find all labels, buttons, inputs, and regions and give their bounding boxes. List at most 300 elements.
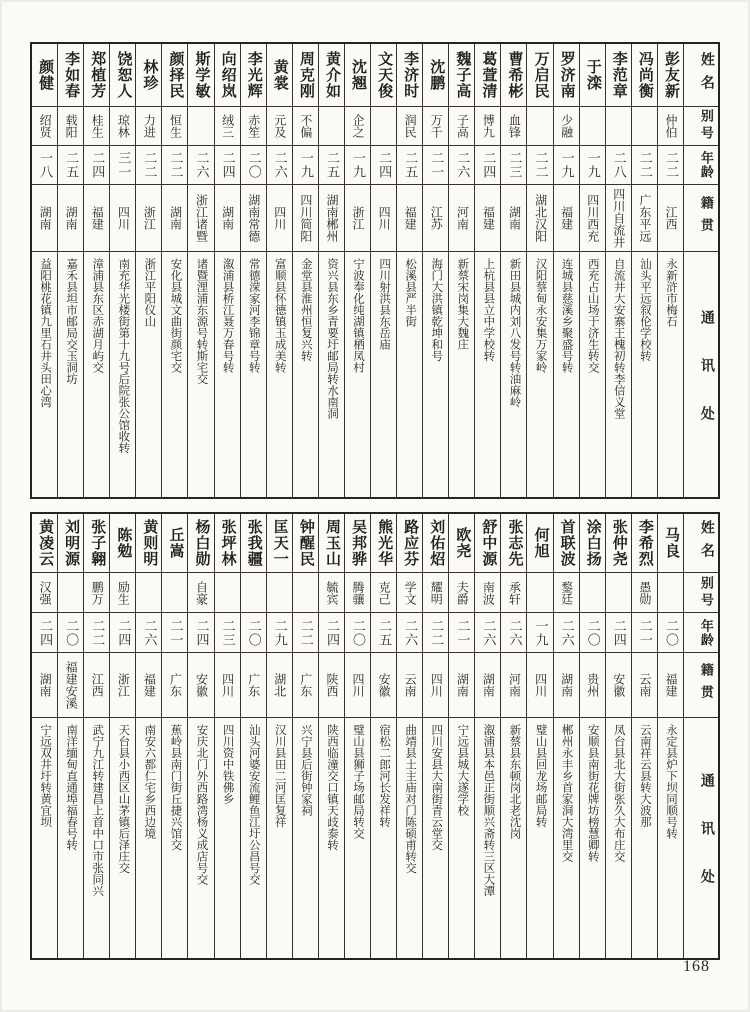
age-cell: 一九 [580,145,605,184]
alias-cell [371,106,396,145]
alias-cell: 少融 [554,106,579,145]
person-column [161,514,187,958]
person-column [32,44,57,497]
name-cell: 丘嵩 [167,527,184,559]
person-column [500,44,526,497]
age-cell: 二六 [554,612,579,652]
address-cell: 常德溁家河李锦章号转 [241,251,266,497]
address-cell: 宁波奉化纯湖镇栖凤村 [345,251,370,497]
native-place-cell: 湖南 [554,652,579,717]
person-column [83,44,109,497]
alias-cell: 琼林 [110,106,135,145]
person-column [32,514,57,958]
address-cell: 宁远双井圩转黄宜坝 [32,717,57,958]
name-cell: 李光辉 [245,51,262,99]
person-column [500,514,526,958]
person-column [422,44,448,497]
name-cell: 张子翱 [89,519,106,567]
address-cell: 海门大洪镇乾坤和号 [423,251,448,497]
age-cell: 二六 [136,612,161,652]
name-cell: 张志先 [506,519,523,567]
person-column [214,44,240,497]
address-cell: 浙江平阳仪山 [136,251,161,497]
alias-cell [580,106,605,145]
address-cell: 资兴县东乡青要圩邮局转水南洞 [319,251,344,497]
address-cell: 郴州永丰乡首家洞大湾里交 [554,717,579,958]
row-label-name: 姓名 [698,520,714,566]
person-column [448,514,474,958]
address-cell: 溆浦县桥江聂万春号转 [215,251,240,497]
address-cell: 安庆北门外西路湾杨义成店号交 [188,717,213,958]
address-cell: 宁远县城大遂学校 [449,717,474,958]
person-column [344,514,370,958]
name-cell: 周玉山 [323,519,340,567]
address-cell: 松溪县严半街 [397,251,422,497]
name-cell: 魏子高 [454,51,471,99]
row-label-address: 通讯处 [684,251,718,497]
native-place-cell: 四川 [215,652,240,717]
alias-cell: 博九 [475,106,500,145]
name-cell: 李如春 [63,51,80,99]
person-column [553,44,579,497]
person-column [135,514,161,958]
person-column [526,44,552,497]
person-column [448,44,474,497]
age-cell: 二四 [606,612,631,652]
native-place-cell: 陕西 [319,652,344,717]
age-cell: 二四 [215,145,240,184]
native-place-cell: 四川自流井 [606,184,631,251]
name-cell: 舒中源 [480,519,497,567]
address-cell: 新田县城内刘八发号转油麻岭 [501,251,526,497]
alias-cell [267,572,292,612]
person-column [266,44,292,497]
age-cell: 二四 [110,612,135,652]
person-column [240,514,266,958]
age-cell: 二六 [188,145,213,184]
name-cell: 李希烈 [636,519,653,567]
row-label-column [683,44,718,497]
age-cell: 二三 [501,145,526,184]
name-cell: 周克刚 [297,51,314,99]
name-cell: 张坪林 [219,519,236,567]
name-cell: 马良 [662,527,679,559]
alias-cell: 学文 [397,572,422,612]
native-place-cell: 湖南 [58,184,83,251]
name-cell: 张我疆 [245,519,262,567]
native-place-cell: 安徽 [371,652,396,717]
address-cell: 南充华光楼街第十九号后院张公馆收转 [110,251,135,497]
native-place-cell: 福建 [554,184,579,251]
age-cell: 二一 [632,612,657,652]
name-cell: 葛萱清 [480,51,497,99]
name-cell: 刘佑炤 [428,519,445,567]
age-cell: 二〇 [58,612,83,652]
alias-cell: 自豪 [188,572,213,612]
native-place-cell: 广东 [162,652,187,717]
address-cell: 云南祥云县转大波那 [632,717,657,958]
age-cell: 二二 [293,612,318,652]
name-cell: 张仲尧 [610,519,627,567]
page-number: 168 [683,958,710,975]
alias-cell [527,572,552,612]
person-column [657,514,683,958]
age-cell: 二六 [449,145,474,184]
name-cell: 熊光华 [376,519,393,567]
native-place-cell: 浙江 [136,184,161,251]
native-place-cell: 广东 [241,652,266,717]
age-cell: 二四 [319,612,344,652]
age-cell: 二三 [215,612,240,652]
document-page [2,2,748,1010]
address-cell: 兴宁县后街钟家祠 [293,717,318,958]
directory-table-top [30,42,720,499]
address-cell: 汉阳蔡甸永安集万家岭 [527,251,552,497]
alias-cell [319,106,344,145]
alias-cell: 万千 [423,106,448,145]
person-column [57,514,83,958]
name-cell: 沈鹏 [428,59,445,91]
address-cell: 溆浦县本邑正街顺兴斋转三区大潭 [475,717,500,958]
person-column [579,44,605,497]
address-cell: 新蔡县东顿岗北老沈岗 [501,717,526,958]
age-cell: 二二 [136,145,161,184]
alias-cell: 鹏万 [84,572,109,612]
native-place-cell: 福建 [475,184,500,251]
native-place-cell: 湖南郴州 [319,184,344,251]
native-place-cell: 湖南 [162,184,187,251]
age-cell: 二一 [162,612,187,652]
address-cell: 安顺县南街花牌坊榜慧卿转 [580,717,605,958]
age-cell: 二一 [423,145,448,184]
address-cell: 璧山县回龙场邮局转 [527,717,552,958]
age-cell: 二四 [32,612,57,652]
native-place-cell: 广东平远 [632,184,657,251]
address-cell: 西充占山场于济生转交 [580,251,605,497]
address-cell: 嘉禾县坦市邮局交玉洞坊 [58,251,83,497]
address-cell: 天台县小西区山茅镇后泽庄交 [110,717,135,958]
person-column [161,44,187,497]
alias-cell: 桂生 [84,106,109,145]
row-label-address: 通讯处 [684,717,718,958]
alias-cell: 承轩 [501,572,526,612]
age-cell: 二二 [162,145,187,184]
row-label-native: 籍贯 [684,184,718,251]
native-place-cell: 湖南 [32,184,57,251]
address-cell: 陕西临潼交口镇天歧泰转 [319,717,344,958]
age-cell: 二一 [449,612,474,652]
person-column [109,514,135,958]
alias-cell [241,572,266,612]
alias-cell [632,106,657,145]
name-cell: 斯学敏 [193,51,210,99]
native-place-cell: 河南 [449,184,474,251]
native-place-cell: 四川 [423,652,448,717]
age-cell: 二四 [371,145,396,184]
native-place-cell: 四川 [527,652,552,717]
row-label-age: 年龄 [684,612,718,652]
address-cell: 诸暨浬浦东源号转斯宅交 [188,251,213,497]
name-cell: 匡天一 [271,519,288,567]
person-column [187,514,213,958]
address-cell: 南洋缅甸直通埠福春号转 [58,717,83,958]
native-place-cell: 贵州 [580,652,605,717]
native-place-cell: 湖北 [267,652,292,717]
alias-cell: 南波 [475,572,500,612]
name-cell: 路应芬 [402,519,419,567]
alias-cell: 血锋 [501,106,526,145]
person-column [109,44,135,497]
person-column [57,44,83,497]
name-cell: 李范章 [610,51,627,99]
age-cell: 二二 [527,145,552,184]
age-cell: 二四 [84,145,109,184]
native-place-cell: 浙江 [345,184,370,251]
address-cell: 南安六都仁宅乡西边境 [136,717,161,958]
name-cell: 黄介如 [323,51,340,99]
person-column [526,514,552,958]
person-column [579,514,605,958]
native-place-cell: 四川西充 [580,184,605,251]
person-column [135,44,161,497]
alias-cell [580,572,605,612]
name-cell: 饶恕人 [115,51,132,99]
native-place-cell: 浙江诸暨 [188,184,213,251]
native-place-cell: 江苏 [423,184,448,251]
person-column [292,514,318,958]
name-cell: 李济时 [402,51,419,99]
age-cell: 一九 [345,145,370,184]
alias-cell: 汉强 [32,572,57,612]
age-cell: 二二 [423,612,448,652]
age-cell: 二〇 [345,612,370,652]
alias-cell: 腾骧 [345,572,370,612]
person-column [318,44,344,497]
row-label-alias: 别号 [684,572,718,612]
native-place-cell: 湖南 [32,652,57,717]
age-cell: 二五 [371,612,396,652]
person-column [370,514,396,958]
alias-cell [188,106,213,145]
alias-cell: 绍贤 [32,106,57,145]
name-cell: 于滦 [584,59,601,91]
native-place-cell: 福建 [84,184,109,251]
name-cell: 颜健 [37,59,54,91]
row-label-column [683,514,718,958]
address-cell: 凤台县北大街张久大布庄交 [606,717,631,958]
address-cell: 富顺县怀德镇玉成美转 [267,251,292,497]
person-column [344,44,370,497]
native-place-cell: 江西 [84,652,109,717]
age-cell: 三一 [110,145,135,184]
address-cell: 蕉岭县南门街丘捷兴馆交 [162,717,187,958]
person-column [292,44,318,497]
address-cell: 璧山县狮子场邮局转交 [345,717,370,958]
age-cell: 二四 [188,612,213,652]
age-cell: 二〇 [241,612,266,652]
person-column [553,514,579,958]
address-cell: 宿松二郎河长发祥转 [371,717,396,958]
address-cell: 安化县城文曲街颜宅交 [162,251,187,497]
name-cell: 涂白扬 [584,519,601,567]
person-column [657,44,683,497]
name-cell: 黄凌云 [37,519,54,567]
alias-cell: 润民 [397,106,422,145]
alias-cell: 元及 [267,106,292,145]
address-cell: 金堂县淮州恒复兴转 [293,251,318,497]
native-place-cell: 福建 [397,184,422,251]
alias-cell: 夫爵 [449,572,474,612]
native-place-cell: 湖南 [215,184,240,251]
row-label-native: 籍贯 [684,652,718,717]
native-place-cell: 云南 [632,652,657,717]
alias-cell: 愚勋 [632,572,657,612]
native-place-cell: 安徽 [188,652,213,717]
address-cell: 连城县慈溪乡聚盛号转 [554,251,579,497]
native-place-cell: 安徽 [606,652,631,717]
name-cell: 欧尧 [454,527,471,559]
native-place-cell: 湖南常德 [241,184,266,251]
address-cell: 武宁九江转建昌上首中口市张同兴 [84,717,109,958]
age-cell: 二二 [632,145,657,184]
age-cell: 二五 [319,145,344,184]
name-cell: 罗济南 [558,51,575,99]
person-column [422,514,448,958]
name-cell: 刘明源 [63,519,80,567]
native-place-cell: 湖北汉阳 [527,184,552,251]
age-cell: 二〇 [658,612,683,652]
age-cell: 二四 [475,145,500,184]
address-cell: 四川安县大南街青云堂交 [423,717,448,958]
age-cell: 二五 [58,145,83,184]
alias-cell: 克己 [371,572,396,612]
age-cell: 二二 [658,145,683,184]
address-cell: 汉川县田二河匡复祥 [267,717,292,958]
name-cell: 吴邦骅 [350,519,367,567]
age-cell: 二八 [606,145,631,184]
alias-cell [162,572,187,612]
name-cell: 文天俊 [376,51,393,99]
alias-cell: 不偏 [293,106,318,145]
age-cell: 二六 [397,612,422,652]
name-cell: 曹希彬 [506,51,523,99]
name-cell: 首联波 [558,519,575,567]
age-cell: 二九 [267,612,292,652]
alias-cell [215,572,240,612]
person-column [266,514,292,958]
directory-table-bottom [30,512,720,960]
native-place-cell: 四川 [345,652,370,717]
row-label-age: 年龄 [684,145,718,184]
name-cell: 杨白勋 [193,519,210,567]
alias-cell [658,572,683,612]
native-place-cell: 四川 [267,184,292,251]
row-label-name: 姓名 [698,52,714,98]
age-cell: 二六 [267,145,292,184]
address-cell: 上杭县县立中学校转 [475,251,500,497]
age-cell: 一八 [32,145,57,184]
alias-cell: 仲伯 [658,106,683,145]
name-cell: 陈勉 [115,527,132,559]
address-cell: 益阳桃花镇九里石井头田心湾 [32,251,57,497]
age-cell: 二〇 [580,612,605,652]
alias-cell [58,572,83,612]
person-column [83,514,109,958]
alias-cell: 鍪廷 [554,572,579,612]
address-cell: 永定县炉下坝同顺号转 [658,717,683,958]
name-cell: 向绍岚 [219,51,236,99]
name-cell: 黄裳 [271,59,288,91]
native-place-cell: 福建 [658,652,683,717]
person-column [631,44,657,497]
age-cell: 一九 [554,145,579,184]
alias-cell: 力进 [136,106,161,145]
person-column [631,514,657,958]
native-place-cell: 江西 [658,184,683,251]
person-column [187,44,213,497]
age-cell: 二五 [397,145,422,184]
alias-cell [606,106,631,145]
native-place-cell: 四川 [371,184,396,251]
address-cell: 汕头平远叙伦学校转 [632,251,657,497]
native-place-cell: 四川 [110,184,135,251]
person-column [318,514,344,958]
name-cell: 彭友新 [662,51,679,99]
person-column [240,44,266,497]
person-column [370,44,396,497]
alias-cell: 恒生 [162,106,187,145]
alias-cell: 子高 [449,106,474,145]
alias-cell: 绒三 [215,106,240,145]
age-cell: 二六 [501,612,526,652]
alias-cell: 耀明 [423,572,448,612]
native-place-cell: 湖南 [475,652,500,717]
native-place-cell: 广东 [293,652,318,717]
name-cell: 颜择民 [167,51,184,99]
address-cell: 漳浦县东区赤湖月屿交 [84,251,109,497]
row-label-alias: 别号 [684,106,718,145]
name-cell: 郑植芳 [89,51,106,99]
native-place-cell: 湖南 [501,184,526,251]
name-cell: 冯尚衡 [636,51,653,99]
alias-cell [136,572,161,612]
age-cell: 二六 [475,612,500,652]
native-place-cell: 四川简阳 [293,184,318,251]
age-cell: 一九 [527,612,552,652]
native-place-cell: 福建 [136,652,161,717]
alias-cell: 企之 [345,106,370,145]
address-cell: 新蔡宋岗集大魏庄 [449,251,474,497]
native-place-cell: 云南 [397,652,422,717]
alias-cell [293,572,318,612]
alias-cell [527,106,552,145]
alias-cell: 励生 [110,572,135,612]
name-cell: 钟醒民 [297,519,314,567]
address-cell: 自流井大安寨王槐初转李信义堂 [606,251,631,497]
person-column [214,514,240,958]
native-place-cell: 福建安溪 [58,652,83,717]
name-cell: 黄则明 [141,519,158,567]
address-cell: 四川资中铁佛乡 [215,717,240,958]
name-cell: 林珍 [141,59,158,91]
age-cell: 二〇 [241,145,266,184]
person-column [396,44,422,497]
native-place-cell: 河南 [501,652,526,717]
alias-cell: 毓宾 [319,572,344,612]
name-cell: 万启民 [532,51,549,99]
address-cell: 永新浒市梅石 [658,251,683,497]
alias-cell: 载阳 [58,106,83,145]
